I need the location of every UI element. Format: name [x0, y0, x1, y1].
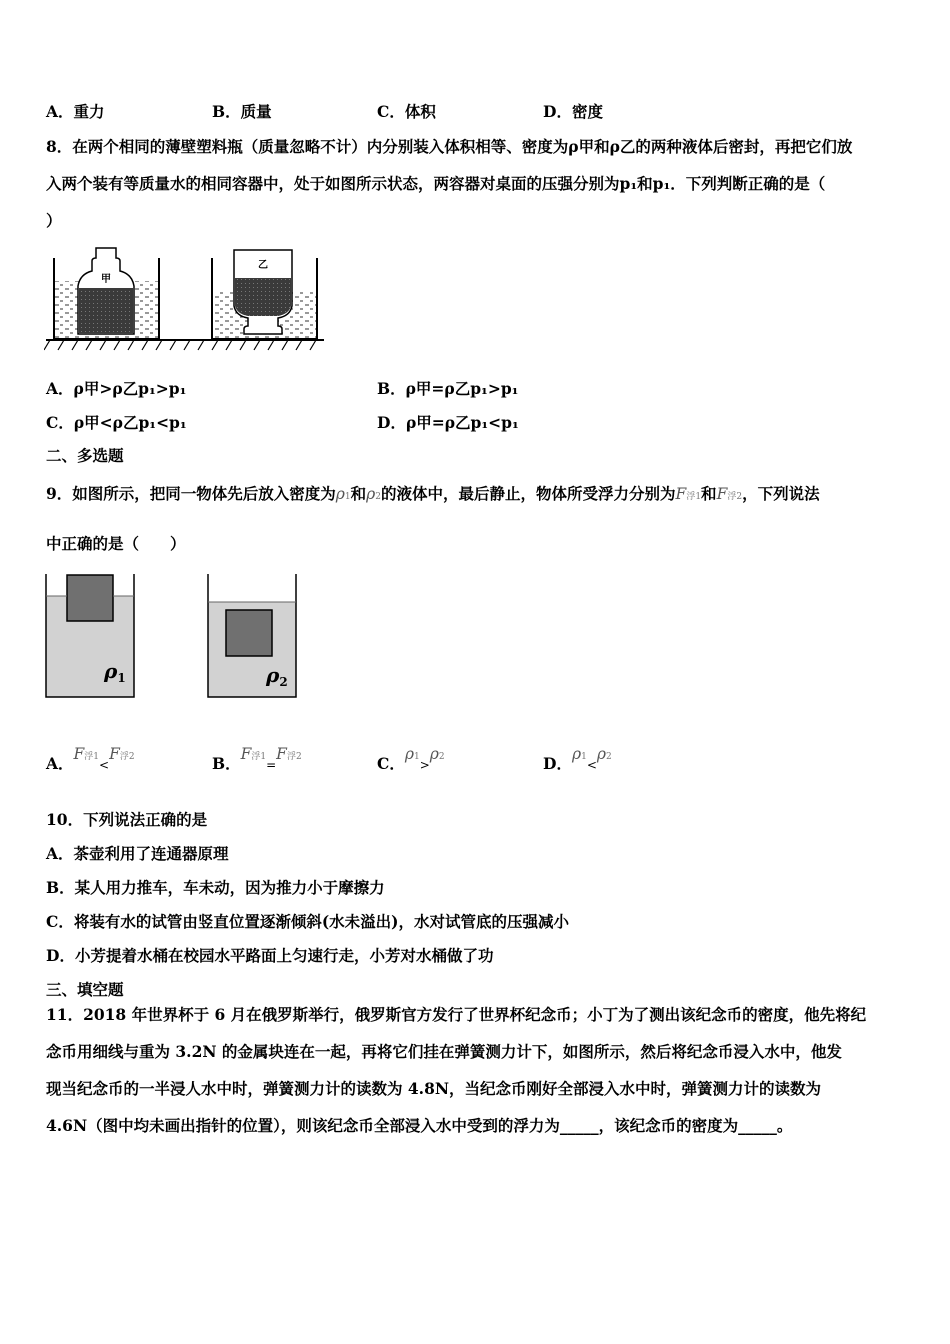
- q9-option-d-rhs: ρ2: [596, 745, 612, 763]
- q9-stem-line1: [46, 484, 820, 507]
- q9-fig-rho1: $\rho_1$: [104, 659, 126, 685]
- q7-option-c: C．体积: [377, 102, 436, 121]
- q9-option-c: C．ρ1>ρ2: [377, 745, 445, 773]
- q11-stem-line2: 念币用细线与重为 3.2N 的金属块连在一起，再将它们挂在弹簧测力计下，如图所示，然后将纪念币浸入水中，他发: [46, 1042, 842, 1061]
- q8-liquid-jia: [79, 288, 133, 333]
- q9-rho1: ρ1: [335, 485, 351, 503]
- q9-option-b-lhs: F浮1: [240, 745, 267, 763]
- q10-stem: 10．下列说法正确的是: [46, 810, 208, 829]
- section3-title: 三、填空题: [46, 980, 124, 999]
- q7-option-b: B．质量: [212, 102, 272, 121]
- q9-option-d: D．ρ1<ρ2: [543, 745, 612, 773]
- q11-stem-line1: 11．2018 年世界杯于 6 月在俄罗斯举行，俄罗斯官方发行了世界杯纪念币；小丁为了测出该纪念币的密度，他先将纪: [46, 1005, 867, 1024]
- q8-stem-line1: 8．在两个相同的薄壁塑料瓶（质量忽略不计）内分别装入体积相等、密度为ρ甲和ρ乙的两种液体后密封，再把它们放: [46, 137, 853, 156]
- q9-f1: F浮1: [675, 485, 702, 503]
- section2-title: 二、多选题: [46, 446, 124, 465]
- q9-stem-part2: 的液体中，最后静止，物体所受浮力分别为: [381, 484, 676, 503]
- q9-option-a: A．F浮1<F浮2: [46, 745, 135, 773]
- q8-option-b: B．ρ甲=ρ乙p₁>p₁: [377, 379, 519, 398]
- q8-ground-hatch: [44, 340, 316, 350]
- q9-option-b-rhs: F浮2: [276, 745, 302, 763]
- q11-stem-line4: 4.6N（图中均未画出指针的位置），则该纪念币全部浸入水中受到的浮力为_____，该纪念币的密度为_____。: [46, 1116, 793, 1135]
- q9-option-c-lhs: ρ1: [404, 745, 420, 763]
- q8-liquid-yi: [235, 278, 291, 316]
- q8-option-a: A．ρ甲>ρ乙p₁>p₁: [46, 379, 187, 398]
- q10-option-d: D．小芳提着水桶在校园水平路面上匀速行走，小芳对水桶做了功: [46, 946, 494, 965]
- q9-figure: [44, 572, 304, 700]
- q9-right-block: [226, 610, 272, 656]
- q9-stem-part1: 9．如图所示，把同一物体先后放入密度为: [46, 484, 336, 503]
- q7-option-d: D．密度: [543, 102, 603, 121]
- q9-stem-line2: 中正确的是（ ）: [46, 534, 186, 553]
- q9-fig-rho2: $\rho_2$: [266, 663, 288, 689]
- q9-and1: 和: [350, 484, 367, 503]
- q9-stem-part3: ，下列说法: [742, 484, 820, 503]
- q7-option-a: A．重力: [46, 102, 105, 121]
- q9-option-b: B．F浮1=F浮2: [212, 745, 302, 773]
- q8-option-c: C．ρ甲<ρ乙p₁<p₁: [46, 413, 187, 432]
- q8-figure: [44, 246, 326, 356]
- q8-label-jia: 甲: [101, 274, 111, 285]
- q9-option-d-lhs: ρ1: [571, 745, 587, 763]
- q10-option-b: B．某人用力推车，车未动，因为推力小于摩擦力: [46, 878, 385, 897]
- q9-and2: 和: [701, 484, 717, 503]
- q9-option-a-rhs: F浮2: [109, 745, 135, 763]
- q9-f2: F浮2: [716, 485, 743, 503]
- q9-left-block: [67, 575, 113, 621]
- q8-label-yi: 乙: [258, 260, 268, 271]
- q11-stem-line3: 现当纪念币的一半浸人水中时，弹簧测力计的读数为 4.8N，当纪念币刚好全部浸入水中时，弹簧测力计的读数为: [46, 1079, 822, 1098]
- q9-rho2: ρ2: [366, 485, 382, 503]
- q9-option-a-lhs: F浮1: [73, 745, 100, 763]
- q8-stem-line2: 入两个装有等质量水的相同容器中，处于如图所示状态，两容器对桌面的压强分别为p₁和p₁．下列判断正确的是（: [46, 174, 826, 193]
- q9-option-c-rhs: ρ2: [429, 745, 445, 763]
- q8-stem-line3: ）: [46, 211, 62, 230]
- q8-option-d: D．ρ甲=ρ乙p₁<p₁: [377, 413, 519, 432]
- q10-option-c: C．将装有水的试管由竖直位置逐渐倾斜(水未溢出)，水对试管底的压强减小: [46, 912, 570, 931]
- q10-option-a: A．茶壶利用了连通器原理: [46, 844, 229, 863]
